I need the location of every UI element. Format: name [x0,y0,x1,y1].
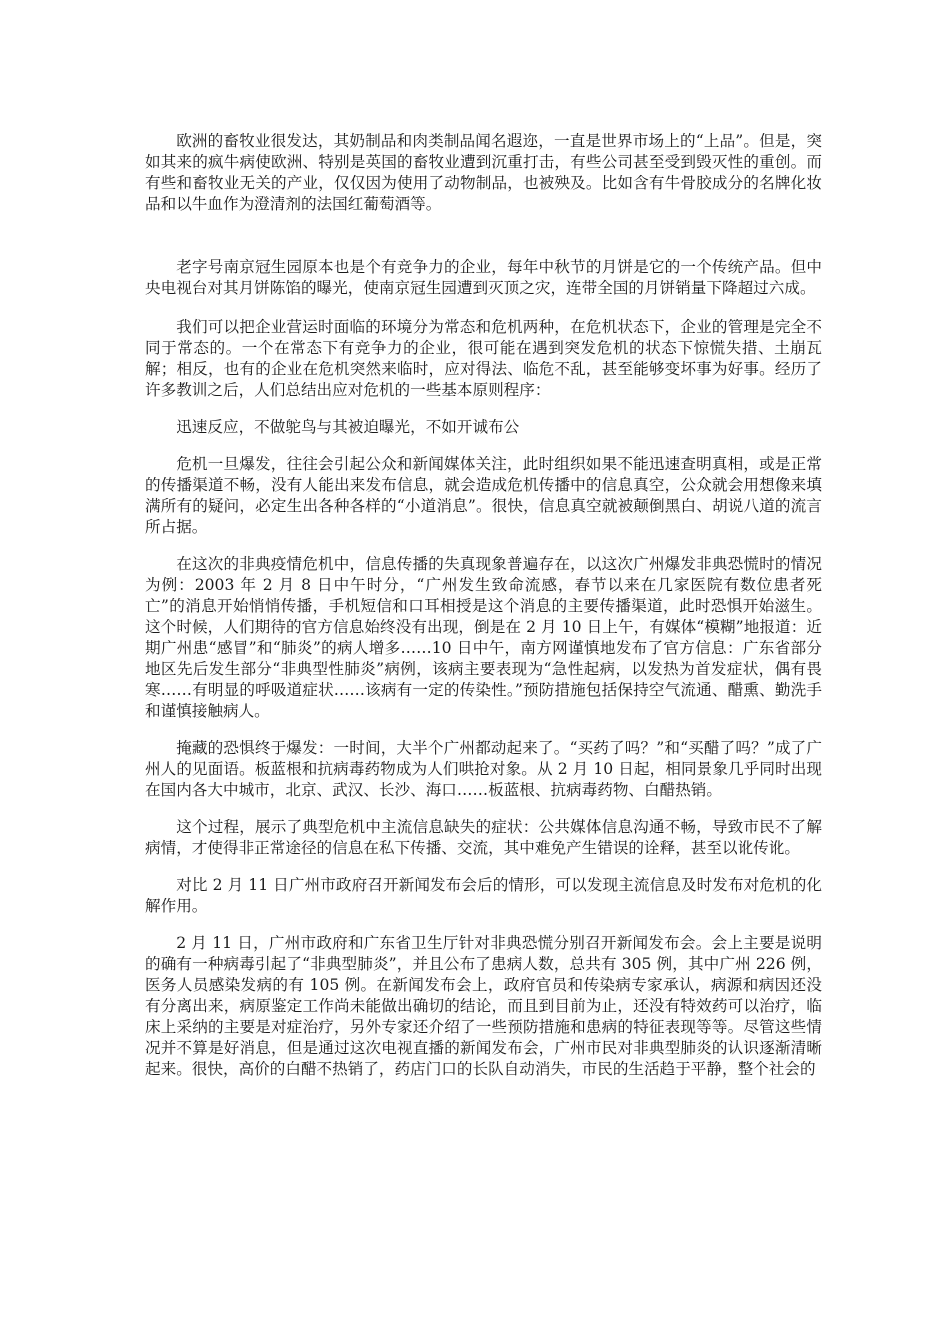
paragraph-mad-cow-disease: 欧洲的畜牧业很发达，其奶制品和肉类制品闻名遐迩，一直是世界市场上的“上品”。但是，突如其来的疯牛病使欧洲、特别是英国的畜牧业遭到沉重打击，有些公司甚至受到毁灭性的重创。而有些和畜牧业无关的产业，仅仅因为使用了动物制品，也被殃及。比如含有牛骨胶成分的名牌化妆品和以牛血作为澄清剂的法国红葡萄酒等。 [145,132,822,213]
paragraph-rapid-response-heading: 迅速反应，不做鸵鸟与其被迫曝光，不如开诚布公 [176,418,520,436]
paragraph-information-vacuum: 危机一旦爆发，往往会引起公众和新闻媒体关注，此时组织如果不能迅速查明真相，或是正常的传播渠道不畅，没有人能出来发布信息，就会造成危机传播中的信息真空，公众就会用想像来填满所有的疑问，必定生出各种各样的“小道消息”。很快，信息真空就被颠倒黑白、胡说八道的流言所占据。 [145,455,822,536]
paragraph-information-missing-symptoms: 这个过程，展示了典型危机中主流信息缺失的症状：公共媒体信息沟通不畅，导致市民不了解病情，才使得非正常途径的信息在私下传播、交流，其中难免产生错误的诠释，甚至以讹传讹。 [145,818,822,857]
paragraph-crisis-management-principles: 我们可以把企业营运时面临的环境分为常态和危机两种，在危机状态下，企业的管理是完全不同于常态的。一个在常态下有竞争力的企业，很可能在遇到突发危机的状态下惊慌失措、土崩瓦解；相反，也有的企业在危机突然来临时，应对得法、临危不乱，甚至能够变坏事为好事。经历了许多教训之后，人们总结出应对危机的一些基本原则程序： [145,318,822,399]
document-body [145,131,822,1080]
paragraph-sars-rumor-spread: 在这次的非典疫情危机中，信息传播的失真现象普遍存在，以这次广州爆发非典恐慌时的情况为例：2003 年 2 月 8 日中午时分，“广州发生致命流感，春节以来在几家医院有数位患者死亡”的消息开始悄悄传播，手机短信和口耳相授是这个消息的主要传播渠道，此时恐惧开始滋生。这个时候，人们期待的官方信息始终没有出现，倒是在 2 月 10 日上午，有媒体“模糊”地报道：近期广州患“感冒”和“肺炎”的病人增多……10 日中午，南方网谨慎地发布了官方信息：广东省部分地区先后发生部分“非典型性肺炎”病例，该病主要表现为“急性起病，以发热为首发症状，偶有畏寒……有明显的呼吸道症状……该病有一定的传染性。”预防措施包括保持空气流通、醋熏、勤洗手和谨慎接触病人。 [145,555,822,720]
paragraph-press-conference-details: 2 月 11 日，广州市政府和广东省卫生厅针对非典恐慌分别召开新闻发布会。会上主要是说明的确有一种病毒引起了“非典型肺炎”，并且公布了患病人数，总共有 305 例，其中广州 226 例，医务人员感染发病的有 105 例。在新闻发布会上，政府官员和传染病专家承认，病源和病因还没有分离出来，病原鉴定工作尚未能做出确切的结论，而且到目前为止，还没有特效药可以治疗，临床上采纳的主要是对症治疗，另外专家还介绍了一些预防措施和患病的特征表现等等。尽管这些情况并不算是好消息，但是通过这次电视直播的新闻发布会，广州市民对非典型肺炎的认识逐渐清晰起来。很快，高价的白醋不热销了，药店门口的长队自动消失，市民的生活趋于平静，整个社会的 [145,934,822,1078]
paragraph-press-conference-contrast: 对比 2 月 11 日广州市政府召开新闻发布会后的情形，可以发现主流信息及时发布对危机的化解作用。 [145,876,822,915]
paragraph-nanjing-guanshengyuan: 老字号南京冠生园原本也是个有竞争力的企业，每年中秋节的月饼是它的一个传统产品。但中央电视台对其月饼陈馅的曝光，使南京冠生园遭到灭顶之灾，连带全国的月饼销量下降超过六成。 [145,258,822,297]
paragraph-panic-buying: 掩藏的恐惧终于爆发：一时间，大半个广州都动起来了。“买药了吗？”和“买醋了吗？”成了广州人的见面语。板蓝根和抗病毒药物成为人们哄抢对象。从 2 月 10 日起，相同景象几乎同时出现在国内各大中城市，北京、武汉、长沙、海口……板蓝根、抗病毒药物、白醋热销。 [145,739,822,799]
